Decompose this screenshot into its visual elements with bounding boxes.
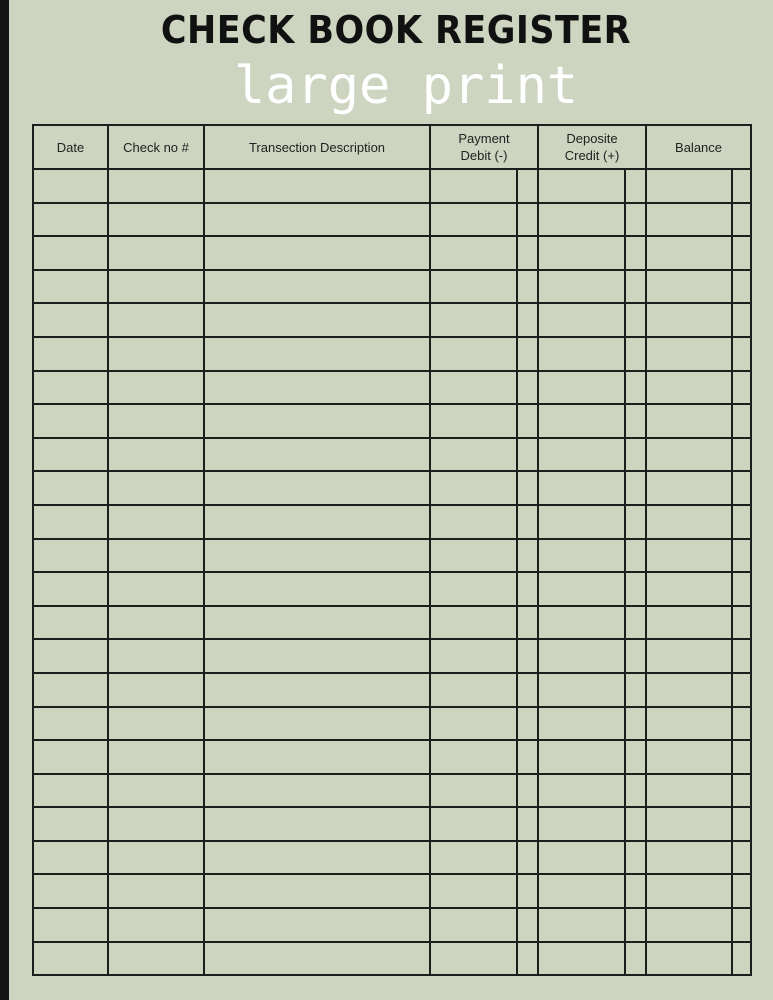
deposit-credit-cents-cell bbox=[625, 942, 646, 976]
deposit-credit-cell bbox=[538, 841, 625, 875]
payment-debit-cents-cell bbox=[517, 236, 538, 270]
payment-debit-cell bbox=[430, 874, 517, 908]
payment-debit-cents-cell bbox=[517, 807, 538, 841]
check-no-cell bbox=[108, 874, 204, 908]
header-row bbox=[33, 125, 751, 169]
balance-cell bbox=[646, 303, 732, 337]
payment-debit-cents-cell bbox=[517, 471, 538, 505]
date-cell bbox=[33, 303, 108, 337]
balance-cell bbox=[646, 471, 732, 505]
deposit-credit-cents-cell bbox=[625, 303, 646, 337]
register-row bbox=[33, 807, 751, 841]
payment-debit-cents-cell bbox=[517, 740, 538, 774]
balance-cell bbox=[646, 203, 732, 237]
description-cell bbox=[204, 774, 430, 808]
check-no-cell bbox=[108, 908, 204, 942]
description-cell bbox=[204, 404, 430, 438]
date-cell bbox=[33, 505, 108, 539]
payment-debit-cents-cell bbox=[517, 673, 538, 707]
balance-cell bbox=[646, 539, 732, 573]
deposit-credit-cents-cell bbox=[625, 404, 646, 438]
payment-debit-cents-cell bbox=[517, 270, 538, 304]
check-no-cell bbox=[108, 203, 204, 237]
payment-debit-cell bbox=[430, 942, 517, 976]
deposit-credit-cents-cell bbox=[625, 203, 646, 237]
payment-debit-cents-cell bbox=[517, 303, 538, 337]
register-row bbox=[33, 841, 751, 875]
balance-cents-cell bbox=[732, 404, 751, 438]
description-cell bbox=[204, 942, 430, 976]
check-no-cell bbox=[108, 471, 204, 505]
description-cell bbox=[204, 606, 430, 640]
register-body bbox=[33, 169, 751, 975]
register-row bbox=[33, 505, 751, 539]
register-row bbox=[33, 236, 751, 270]
description-cell bbox=[204, 203, 430, 237]
register-row bbox=[33, 707, 751, 741]
payment-debit-cell bbox=[430, 908, 517, 942]
register-row bbox=[33, 203, 751, 237]
deposit-credit-cell bbox=[538, 203, 625, 237]
check-no-cell bbox=[108, 404, 204, 438]
payment-debit-cell bbox=[430, 774, 517, 808]
date-cell bbox=[33, 539, 108, 573]
payment-debit-cell bbox=[430, 572, 517, 606]
balance-cents-cell bbox=[732, 169, 751, 203]
date-cell bbox=[33, 404, 108, 438]
date-cell bbox=[33, 774, 108, 808]
cover-title: CHECK BOOK REGISTER bbox=[160, 8, 632, 52]
check-no-cell bbox=[108, 606, 204, 640]
payment-debit-cents-cell bbox=[517, 505, 538, 539]
deposit-credit-cell bbox=[538, 572, 625, 606]
deposit-credit-cents-cell bbox=[625, 841, 646, 875]
date-cell bbox=[33, 841, 108, 875]
check-no-cell bbox=[108, 740, 204, 774]
deposit-credit-cents-cell bbox=[625, 337, 646, 371]
deposit-credit-cell bbox=[538, 471, 625, 505]
balance-cell bbox=[646, 404, 732, 438]
book-spine bbox=[0, 0, 9, 1000]
deposit-credit-cents-cell bbox=[625, 572, 646, 606]
payment-debit-cell bbox=[430, 707, 517, 741]
payment-debit-cell bbox=[430, 639, 517, 673]
payment-debit-cell bbox=[430, 303, 517, 337]
balance-cents-cell bbox=[732, 908, 751, 942]
payment-debit-cell bbox=[430, 539, 517, 573]
deposit-credit-cell bbox=[538, 908, 625, 942]
check-no-cell bbox=[108, 236, 204, 270]
date-cell bbox=[33, 203, 108, 237]
description-cell bbox=[204, 303, 430, 337]
column-header-deposit-credit: Deposite Credit (+) bbox=[538, 125, 646, 169]
deposit-credit-cell bbox=[538, 606, 625, 640]
balance-cell bbox=[646, 438, 732, 472]
column-header-payment-debit: Payment Debit (-) bbox=[430, 125, 538, 169]
payment-debit-cents-cell bbox=[517, 874, 538, 908]
deposit-credit-cell bbox=[538, 303, 625, 337]
deposit-credit-cents-cell bbox=[625, 874, 646, 908]
description-cell bbox=[204, 438, 430, 472]
balance-cell bbox=[646, 572, 732, 606]
description-cell bbox=[204, 807, 430, 841]
description-cell bbox=[204, 505, 430, 539]
register-row bbox=[33, 337, 751, 371]
column-header-description: Transection Description bbox=[204, 125, 430, 169]
description-cell bbox=[204, 270, 430, 304]
payment-debit-cell bbox=[430, 673, 517, 707]
description-cell bbox=[204, 874, 430, 908]
deposit-credit-cents-cell bbox=[625, 169, 646, 203]
register-row bbox=[33, 539, 751, 573]
description-cell bbox=[204, 707, 430, 741]
register-row bbox=[33, 471, 751, 505]
deposit-credit-cents-cell bbox=[625, 371, 646, 405]
date-cell bbox=[33, 169, 108, 203]
balance-cents-cell bbox=[732, 740, 751, 774]
balance-cents-cell bbox=[732, 438, 751, 472]
payment-debit-cents-cell bbox=[517, 572, 538, 606]
payment-debit-cell bbox=[430, 606, 517, 640]
date-cell bbox=[33, 908, 108, 942]
balance-cell bbox=[646, 337, 732, 371]
deposit-credit-cell bbox=[538, 169, 625, 203]
balance-cents-cell bbox=[732, 236, 751, 270]
register-row bbox=[33, 874, 751, 908]
payment-debit-cents-cell bbox=[517, 371, 538, 405]
check-no-cell bbox=[108, 807, 204, 841]
register-row bbox=[33, 572, 751, 606]
payment-debit-cents-cell bbox=[517, 404, 538, 438]
deposit-credit-cents-cell bbox=[625, 505, 646, 539]
check-no-cell bbox=[108, 337, 204, 371]
register-row bbox=[33, 404, 751, 438]
payment-debit-cents-cell bbox=[517, 203, 538, 237]
date-cell bbox=[33, 572, 108, 606]
register-row bbox=[33, 740, 751, 774]
payment-debit-cents-cell bbox=[517, 639, 538, 673]
balance-cents-cell bbox=[732, 639, 751, 673]
balance-cents-cell bbox=[732, 303, 751, 337]
check-no-cell bbox=[108, 270, 204, 304]
date-cell bbox=[33, 438, 108, 472]
column-header-check-no: Check no # bbox=[108, 125, 204, 169]
deposit-credit-cents-cell bbox=[625, 236, 646, 270]
deposit-credit-cell bbox=[538, 707, 625, 741]
deposit-credit-cell bbox=[538, 874, 625, 908]
payment-debit-cell bbox=[430, 740, 517, 774]
check-no-cell bbox=[108, 942, 204, 976]
deposit-credit-cents-cell bbox=[625, 270, 646, 304]
register-row bbox=[33, 371, 751, 405]
date-cell bbox=[33, 337, 108, 371]
deposit-credit-cell bbox=[538, 807, 625, 841]
register-row bbox=[33, 673, 751, 707]
payment-debit-cell bbox=[430, 841, 517, 875]
date-cell bbox=[33, 270, 108, 304]
payment-debit-cell bbox=[430, 270, 517, 304]
deposit-credit-cell bbox=[538, 236, 625, 270]
balance-cell bbox=[646, 371, 732, 405]
deposit-credit-cents-cell bbox=[625, 471, 646, 505]
date-cell bbox=[33, 707, 108, 741]
description-cell bbox=[204, 539, 430, 573]
balance-cents-cell bbox=[732, 572, 751, 606]
deposit-credit-cents-cell bbox=[625, 539, 646, 573]
register-row bbox=[33, 270, 751, 304]
date-cell bbox=[33, 371, 108, 405]
register-row bbox=[33, 606, 751, 640]
balance-cents-cell bbox=[732, 539, 751, 573]
balance-cell bbox=[646, 874, 732, 908]
payment-debit-cell bbox=[430, 807, 517, 841]
balance-cents-cell bbox=[732, 270, 751, 304]
date-cell bbox=[33, 740, 108, 774]
deposit-credit-cell bbox=[538, 740, 625, 774]
payment-debit-cents-cell bbox=[517, 841, 538, 875]
column-header-date: Date bbox=[33, 125, 108, 169]
deposit-credit-cell bbox=[538, 673, 625, 707]
balance-cents-cell bbox=[732, 371, 751, 405]
description-cell bbox=[204, 908, 430, 942]
deposit-credit-cell bbox=[538, 438, 625, 472]
balance-cell bbox=[646, 236, 732, 270]
description-cell bbox=[204, 236, 430, 270]
register-row bbox=[33, 774, 751, 808]
deposit-credit-cell bbox=[538, 404, 625, 438]
deposit-credit-cents-cell bbox=[625, 740, 646, 774]
date-cell bbox=[33, 606, 108, 640]
payment-debit-cents-cell bbox=[517, 337, 538, 371]
deposit-credit-cents-cell bbox=[625, 606, 646, 640]
balance-cell bbox=[646, 169, 732, 203]
check-no-cell bbox=[108, 169, 204, 203]
payment-debit-cell bbox=[430, 404, 517, 438]
register-table bbox=[32, 124, 752, 976]
balance-cents-cell bbox=[732, 707, 751, 741]
balance-cell bbox=[646, 639, 732, 673]
register-row bbox=[33, 942, 751, 976]
check-no-cell bbox=[108, 303, 204, 337]
balance-cents-cell bbox=[732, 673, 751, 707]
check-no-cell bbox=[108, 841, 204, 875]
register-row bbox=[33, 908, 751, 942]
check-no-cell bbox=[108, 371, 204, 405]
payment-debit-cell bbox=[430, 438, 517, 472]
register-row bbox=[33, 438, 751, 472]
balance-cell bbox=[646, 774, 732, 808]
deposit-credit-cell bbox=[538, 539, 625, 573]
check-no-cell bbox=[108, 505, 204, 539]
balance-cell bbox=[646, 707, 732, 741]
check-no-cell bbox=[108, 774, 204, 808]
description-cell bbox=[204, 371, 430, 405]
description-cell bbox=[204, 471, 430, 505]
date-cell bbox=[33, 471, 108, 505]
deposit-credit-cell bbox=[538, 942, 625, 976]
date-cell bbox=[33, 874, 108, 908]
balance-cell bbox=[646, 807, 732, 841]
balance-cell bbox=[646, 908, 732, 942]
balance-cents-cell bbox=[732, 874, 751, 908]
deposit-credit-cents-cell bbox=[625, 639, 646, 673]
payment-debit-cell bbox=[430, 371, 517, 405]
deposit-credit-cents-cell bbox=[625, 438, 646, 472]
balance-cell bbox=[646, 270, 732, 304]
register-row bbox=[33, 303, 751, 337]
balance-cell bbox=[646, 841, 732, 875]
check-no-cell bbox=[108, 673, 204, 707]
balance-cents-cell bbox=[732, 606, 751, 640]
description-cell bbox=[204, 169, 430, 203]
balance-cents-cell bbox=[732, 505, 751, 539]
check-no-cell bbox=[108, 438, 204, 472]
payment-debit-cell bbox=[430, 337, 517, 371]
payment-debit-cents-cell bbox=[517, 169, 538, 203]
deposit-credit-cell bbox=[538, 505, 625, 539]
balance-cell bbox=[646, 942, 732, 976]
deposit-credit-cell bbox=[538, 270, 625, 304]
balance-cents-cell bbox=[732, 942, 751, 976]
payment-debit-cents-cell bbox=[517, 774, 538, 808]
deposit-credit-cents-cell bbox=[625, 673, 646, 707]
payment-debit-cell bbox=[430, 169, 517, 203]
payment-debit-cents-cell bbox=[517, 707, 538, 741]
payment-debit-cents-cell bbox=[517, 438, 538, 472]
payment-debit-cents-cell bbox=[517, 908, 538, 942]
register-row bbox=[33, 169, 751, 203]
deposit-credit-cell bbox=[538, 337, 625, 371]
check-no-cell bbox=[108, 539, 204, 573]
column-header-balance: Balance bbox=[646, 125, 751, 169]
description-cell bbox=[204, 639, 430, 673]
balance-cents-cell bbox=[732, 774, 751, 808]
balance-cents-cell bbox=[732, 841, 751, 875]
description-cell bbox=[204, 572, 430, 606]
payment-debit-cell bbox=[430, 505, 517, 539]
date-cell bbox=[33, 807, 108, 841]
description-cell bbox=[204, 841, 430, 875]
balance-cents-cell bbox=[732, 471, 751, 505]
deposit-credit-cents-cell bbox=[625, 908, 646, 942]
balance-cell bbox=[646, 606, 732, 640]
check-no-cell bbox=[108, 707, 204, 741]
date-cell bbox=[33, 236, 108, 270]
deposit-credit-cell bbox=[538, 371, 625, 405]
payment-debit-cents-cell bbox=[517, 942, 538, 976]
balance-cents-cell bbox=[732, 337, 751, 371]
payment-debit-cell bbox=[430, 203, 517, 237]
deposit-credit-cents-cell bbox=[625, 807, 646, 841]
cover-subtitle: large print bbox=[233, 56, 579, 116]
check-no-cell bbox=[108, 639, 204, 673]
balance-cell bbox=[646, 505, 732, 539]
description-cell bbox=[204, 740, 430, 774]
description-cell bbox=[204, 337, 430, 371]
deposit-credit-cents-cell bbox=[625, 774, 646, 808]
balance-cents-cell bbox=[732, 203, 751, 237]
date-cell bbox=[33, 639, 108, 673]
description-cell bbox=[204, 673, 430, 707]
payment-debit-cell bbox=[430, 471, 517, 505]
payment-debit-cell bbox=[430, 236, 517, 270]
deposit-credit-cell bbox=[538, 639, 625, 673]
balance-cell bbox=[646, 673, 732, 707]
payment-debit-cents-cell bbox=[517, 606, 538, 640]
date-cell bbox=[33, 942, 108, 976]
deposit-credit-cell bbox=[538, 774, 625, 808]
check-no-cell bbox=[108, 572, 204, 606]
payment-debit-cents-cell bbox=[517, 539, 538, 573]
balance-cell bbox=[646, 740, 732, 774]
balance-cents-cell bbox=[732, 807, 751, 841]
register-row bbox=[33, 639, 751, 673]
date-cell bbox=[33, 673, 108, 707]
deposit-credit-cents-cell bbox=[625, 707, 646, 741]
